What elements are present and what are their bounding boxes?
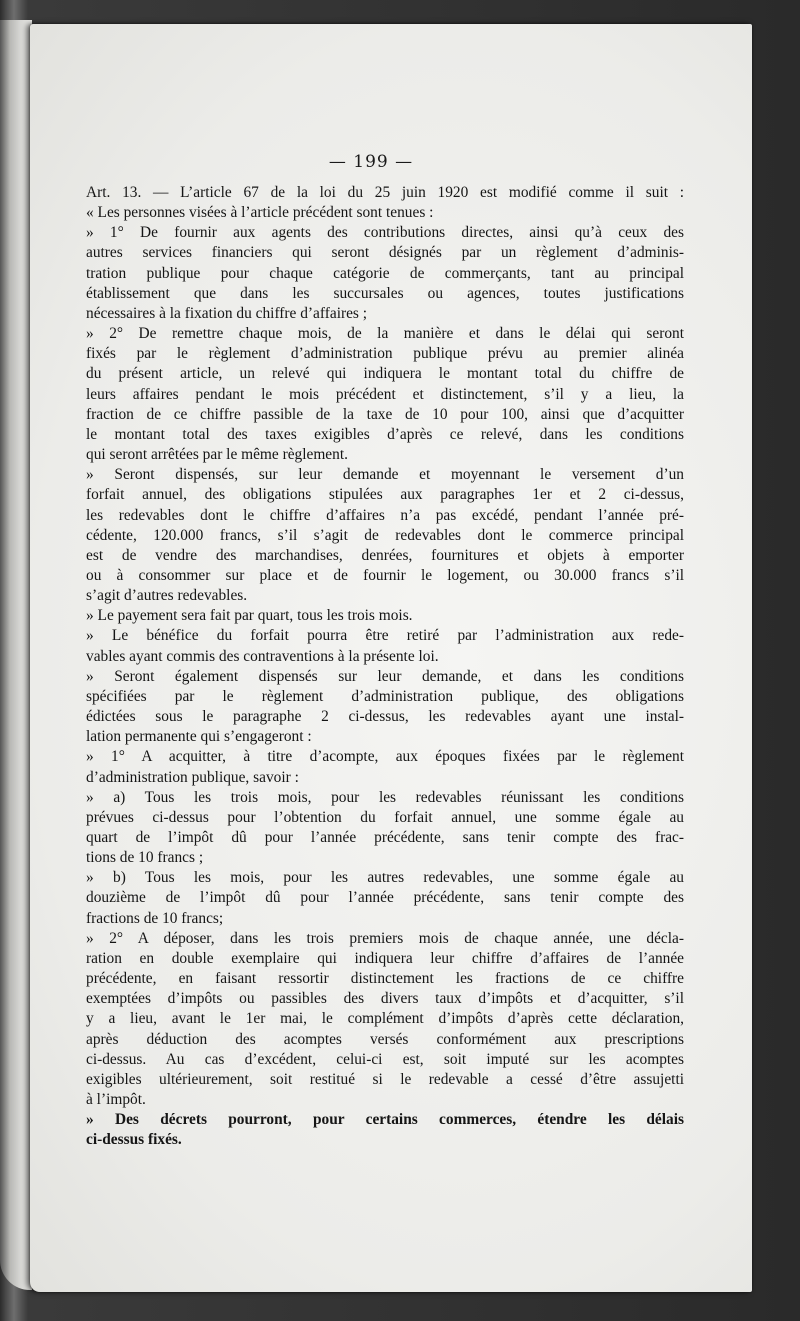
text-line: » b) Tous les mois, pour les autres redevables, une somme égale au — [86, 869, 684, 887]
text-line: s’agit d’autres redevables. — [86, 587, 248, 605]
text-line: ou à consommer sur place et de fournir le logement, ou 30.000 francs s’il — [86, 566, 684, 584]
text-line: tions de 10 francs ; — [86, 849, 204, 867]
text-line: exigibles ultérieurement, soit restitué si le redevable a cessé d’être assujetti — [86, 1070, 684, 1088]
text-line: à l’impôt. — [86, 1091, 146, 1109]
text-line: quart de l’impôt dû pour l’année précédente, sans tenir compte des frac- — [86, 829, 684, 846]
text-line: après déduction des acomptes versés conformément aux prescriptions — [86, 1030, 684, 1048]
text-line: Art. 13. — L’article 67 de la loi du 25 juin 1920 est modifié comme il suit : — [86, 184, 684, 201]
text-line: prévues ci-dessus pour l’obtention du forfait annuel, une somme égale au — [86, 808, 684, 826]
text-line: » Le payement sera fait par quart, tous les trois mois. — [86, 607, 413, 625]
text-line: établissement que dans les succursales ou agences, toutes justifications — [86, 284, 684, 302]
text-line: cédente, 120.000 francs, s’il s’agit de redevables dont le commerce principal — [86, 526, 684, 544]
text-line: le montant total des taxes exigibles d’après ce relevé, dans les conditions — [86, 425, 684, 443]
text-line: fixés par le règlement d’administration publique prévu au premier alinéa — [86, 345, 684, 363]
text-line: qui seront arrêtées par le même règlement. — [86, 446, 348, 464]
text-line: forfait annuel, des obligations stipulées aux paragraphes 1er et 2 ci-dessus, — [86, 486, 684, 504]
text-line: ci-dessus. Au cas d’excédent, celui-ci est, soit imputé sur les acomptes — [86, 1050, 684, 1068]
text-line: précédente, en faisant ressortir distinctement les fractions de ce chiffre — [86, 970, 684, 988]
text-line: fractions de 10 francs; — [86, 909, 224, 927]
text-line: » a) Tous les trois mois, pour les redevables réunissant les conditions — [86, 788, 684, 806]
text-line: » 1° De fournir aux agents des contributions directes, ainsi qu’à ceux des — [86, 224, 684, 242]
page-curl-edge — [0, 20, 32, 1290]
text-line: nécessaires à la fixation du chiffre d’affaires ; — [86, 304, 368, 322]
page-number: — 199 — — [328, 152, 414, 172]
text-line: ci-dessus fixés. — [86, 1131, 182, 1149]
text-line: d’administration publique, savoir : — [86, 768, 299, 786]
text-line: tration publique pour chaque catégorie de commerçants, tant au principal — [86, 264, 684, 282]
text-line: du présent article, un relevé qui indiquera le montant total du chiffre de — [86, 365, 684, 383]
text-line: vables ayant commis des contraventions à la présente loi. — [86, 647, 439, 665]
text-line: » Seront dispensés, sur leur demande et moyennant le versement d’un — [86, 466, 684, 484]
text-line: « Les personnes visées à l’article précédent sont tenues : — [86, 204, 434, 222]
text-line: édictées sous le paragraphe 2 ci-dessus, les redevables ayant une instal- — [86, 708, 684, 726]
text-line: » Des décrets pourront, pour certains commerces, étendre les délais — [86, 1111, 684, 1129]
text-line: y a lieu, avant le 1er mai, le complément d’impôts d’après cette déclaration, — [86, 1010, 684, 1028]
text-line: spécifiées par le règlement d’administration publique, des obligations — [86, 687, 684, 705]
text-line: » Le bénéfice du forfait pourra être retiré par l’administration aux rede- — [86, 627, 684, 645]
article-text — [86, 183, 684, 1151]
text-line: » Seront également dispensés sur leur demande, et dans les conditions — [86, 667, 684, 685]
text-line: ration en double exemplaire qui indiquera leur chiffre d’affaires de l’année — [86, 949, 684, 967]
text-line: » 1° A acquitter, à titre d’acompte, aux époques fixées par le règlement — [86, 748, 684, 766]
text-line: douzième de l’impôt dû pour l’année précédente, sans tenir compte des — [86, 889, 684, 907]
text-line: » 2° A déposer, dans les trois premiers mois de chaque année, une décla- — [86, 929, 684, 947]
text-line: » 2° De remettre chaque mois, de la manière et dans le délai qui seront — [86, 325, 684, 343]
text-line: exemptées d’impôts ou passibles des divers taux d’impôts et d’acquitter, s’il — [86, 990, 684, 1008]
text-line: leurs affaires pendant le mois précédent et distinctement, s’il y a lieu, la — [86, 385, 684, 403]
text-line: est de vendre des marchandises, denrées, fournitures et objets à emporter — [86, 546, 684, 564]
text-line: lation permanente qui s’engageront : — [86, 728, 312, 746]
book-page — [30, 24, 752, 1292]
text-line: fraction de ce chiffre passible de la taxe de 10 pour 100, ainsi que d’acquitter — [86, 405, 684, 423]
text-line: les redevables dont le chiffre d’affaires n’a pas excédé, pendant l’année pré- — [86, 506, 684, 524]
text-line: autres services financiers qui seront désignés par un règlement d’adminis- — [86, 244, 684, 262]
